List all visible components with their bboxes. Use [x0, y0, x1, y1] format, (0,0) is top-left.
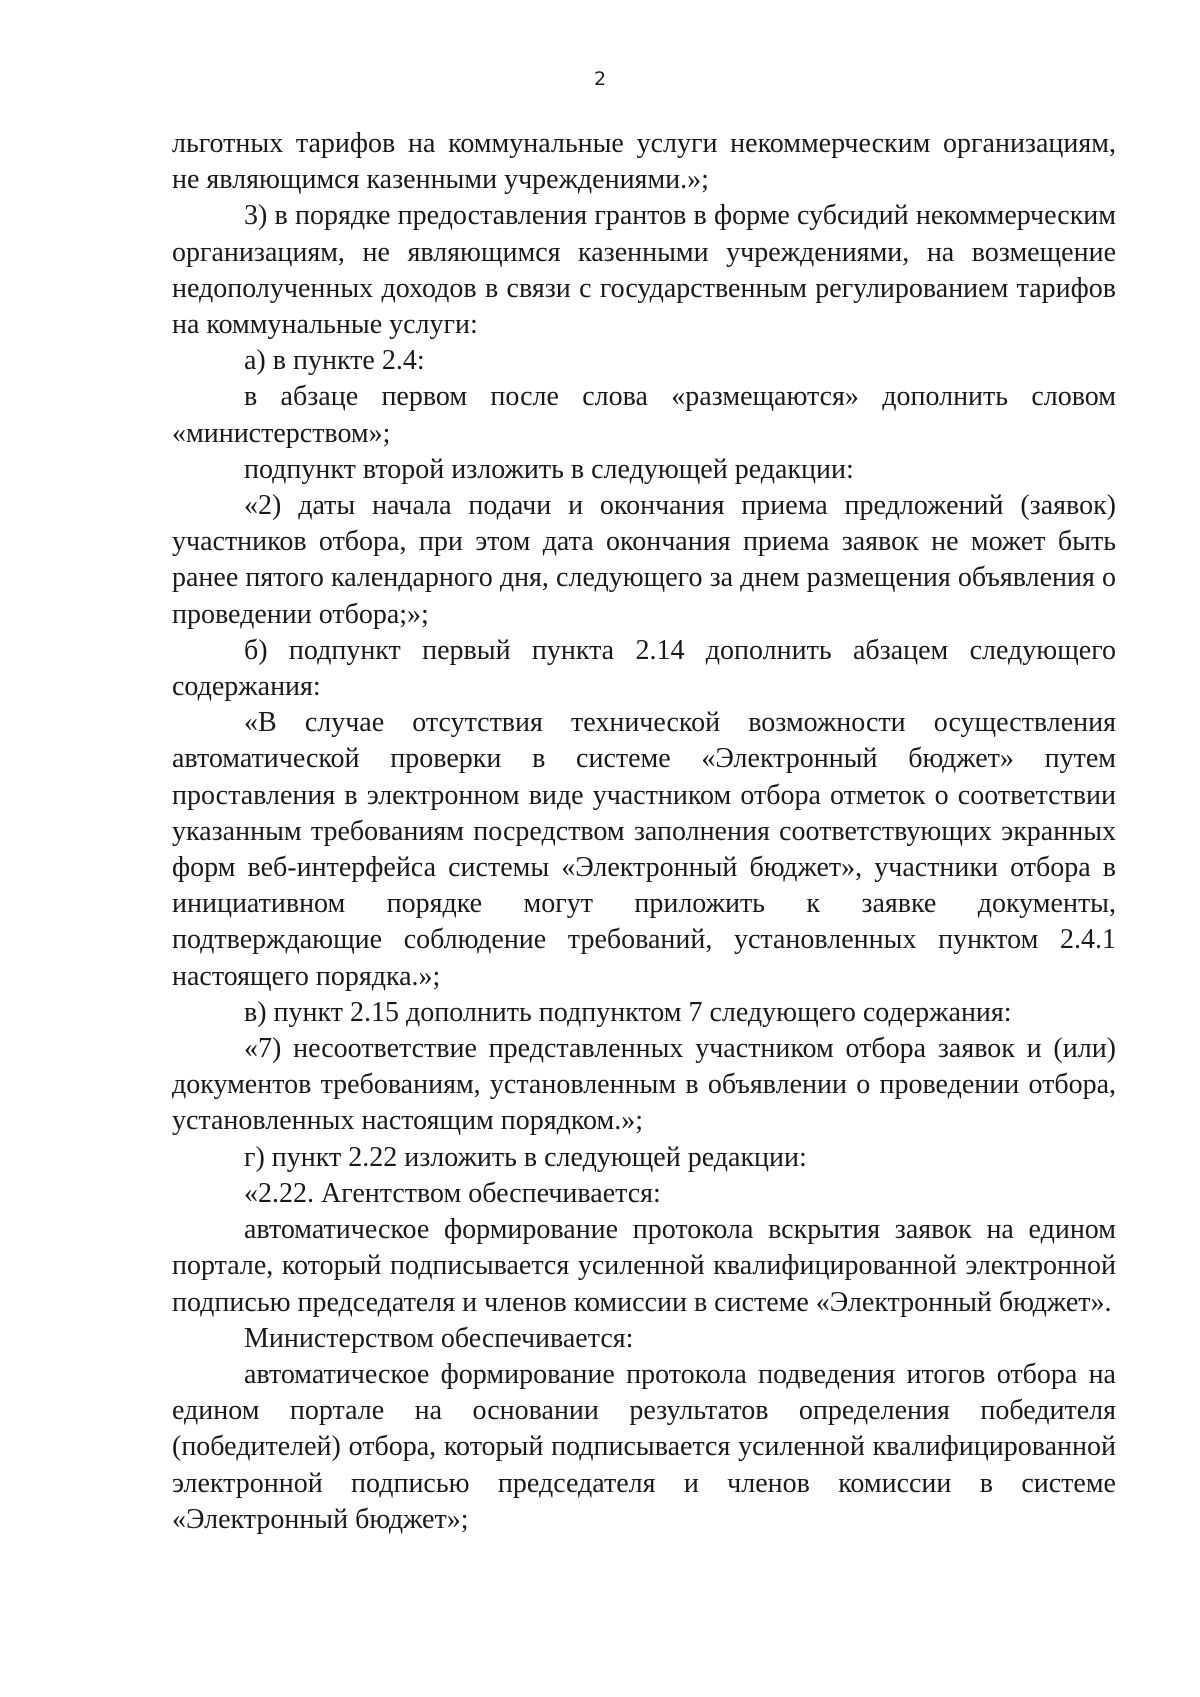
paragraph: б) подпункт первый пункта 2.14 дополнить абзацем следующего содержания:	[172, 634, 1116, 703]
paragraph: «7) несоответствие представленных участником отбора заявок и (или) документов требованиям, установленным в объявлении о проведении отбора, установленных настоящим порядком.»;	[172, 1033, 1116, 1137]
document-body	[172, 126, 1116, 1538]
paragraph: льготных тарифов на коммунальные услуги некоммерческим организациям, не являющимся казенными учреждениями.»;	[172, 128, 1116, 196]
paragraph: г) пункт 2.22 изложить в следующей редакции:	[244, 1141, 807, 1173]
paragraph: в) пункт 2.15 дополнить подпунктом 7 следующего содержания:	[244, 996, 1012, 1028]
paragraph: «2.22. Агентством обеспечивается:	[244, 1177, 661, 1209]
paragraph: 3) в порядке предоставления грантов в форме субсидий некоммерческим организациям, не являющимся казенными учреждениями, на возмещение недополученных доходов в связи с государственным регулированием тарифов на коммунальные услуги:	[172, 200, 1116, 341]
paragraph: «2) даты начала подачи и окончания приема предложений (заявок) участников отбора, при этом дата окончания приема заявок не может быть ранее пятого календарного дня, следующего за днем размещения объявления о проведении отбора;»;	[172, 490, 1116, 630]
paragraph: подпункт второй изложить в следующей редакции:	[244, 453, 854, 485]
paragraph: «В случае отсутствия технической возможности осуществления автоматической проверки в системе «Электронный бюджет» путем проставления в электронном виде участником отбора отметок о соответствии указанным требованиям посредством заполнения соответствующих экранных форм веб-интерфейса системы «Электронный бюджет», участники отбора в инициативном порядке могут приложить к заявке документы, подтверждающие соблюдение требований, установленных пунктом 2.4.1 настоящего порядка.»;	[172, 707, 1116, 992]
page-number: 2	[593, 68, 607, 90]
paragraph: Министерством обеспечивается:	[244, 1322, 634, 1354]
paragraph: в абзаце первом после слова «размещаются» дополнить словом «министерством»;	[172, 381, 1116, 449]
paragraph: а) в пункте 2.4:	[244, 345, 425, 377]
paragraph: автоматическое формирование протокола вскрытия заявок на едином портале, который подписывается усиленной квалифицированной электронной подписью председателя и членов комиссии в системе «Электронный бюджет».	[172, 1214, 1116, 1318]
paragraph: автоматическое формирование протокола подведения итогов отбора на едином портале на основании результатов определения победителя (победителей) отбора, который подписывается усиленной квалифицированной электронной подписью председателя и членов комиссии в системе «Электронный бюджет»;	[172, 1358, 1116, 1535]
